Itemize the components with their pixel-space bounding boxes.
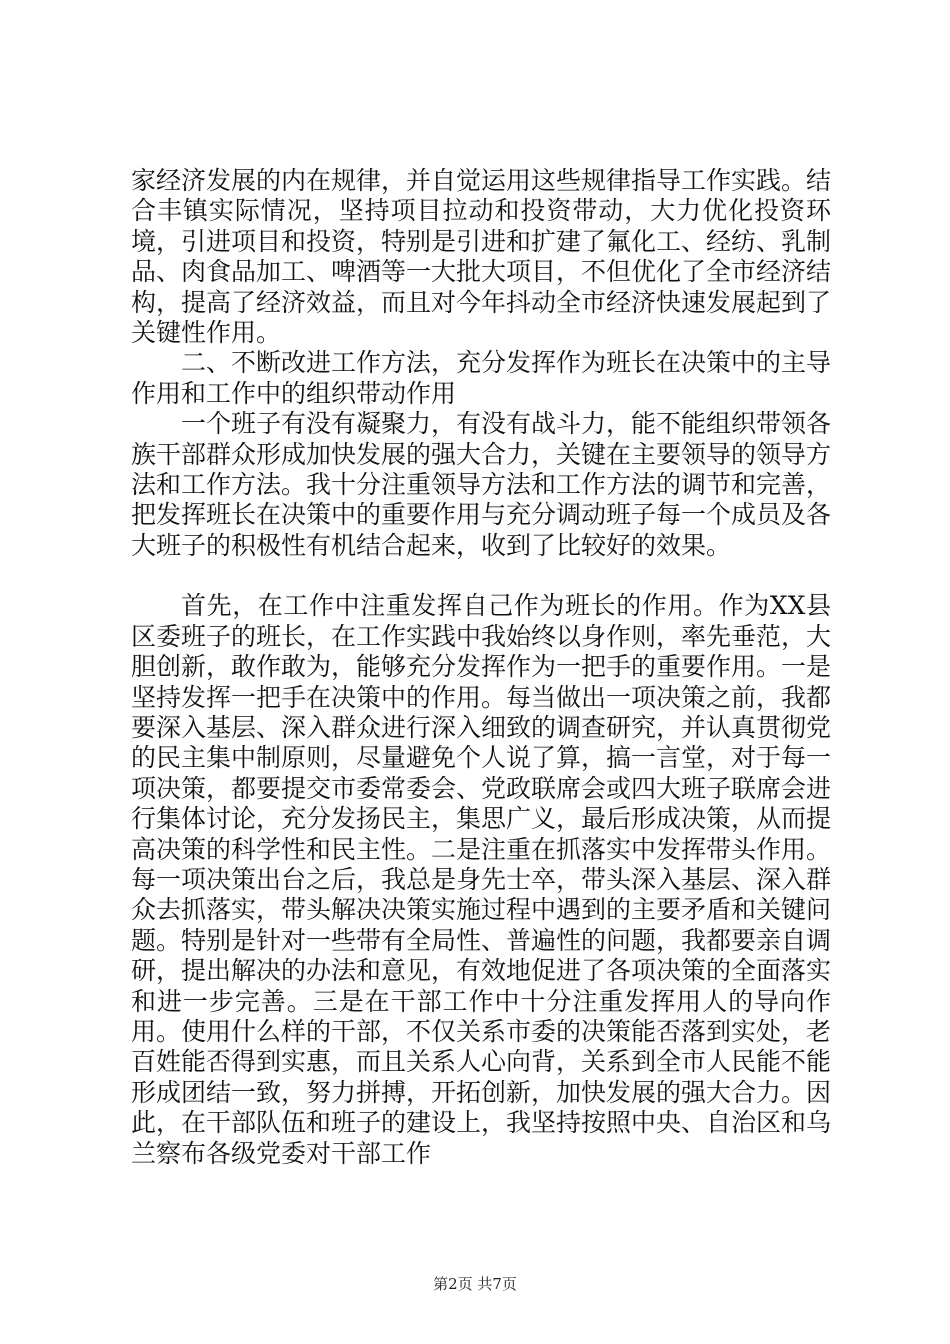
paragraph-leader-role: 首先，在工作中注重发挥自己作为班长的作用。作为XX县区委班子的班长，在工作实践中我始终以身作则，率先垂范，大胆创新，敢作敢为，能够充分发挥作为一把手的重要作用。一是坚持发挥一把手在决策中的作用。每当做出一项决策之前，我都要深入基层、深入群众进行深入细致的调查研究，并认真贯彻党的民主集中制原则，尽量避免个人说了算，搞一言堂，对于每一项决策，都要提交市委常委会、党政联席会或四大班子联席会进行集体讨论，充分发扬民主，集思广义，最后形成决策，从而提高决策的科学性和民主性。二是注重在抓落实中发挥带头作用。每一项决策出台之后，我总是身先士卒，带头深入基层、深入群众去抓落实，带头解决决策实施过程中遇到的主要矛盾和关键问题。特别是针对一些带有全局性、普遍性的问题，我都要亲自调研，提出解决的办法和意见，有效地促进了各项决策的全面落实和进一步完善。三是在干部工作中十分注重发挥用人的导向作用。使用什么样的干部，不仅关系市委的决策能否落到实处，老百姓能否得到实惠，而且关系人心向背，关系到全市人民能不能形成团结一致，努力拼搏，开拓创新，加快发展的强大合力。因此，在干部队伍和班子的建设上，我坚持按照中央、自治区和乌兰察布各级党委对干部工作 — [131, 591, 832, 1168]
section-heading: 二、不断改进工作方法，充分发挥作为班长在决策中的主导作用和工作中的组织带动作用 — [131, 348, 832, 408]
paragraph-team-cohesion: 一个班子有没有凝聚力，有没有战斗力，能不能组织带领各族干部群众形成加快发展的强大合力，关键在主要领导的领导方法和工作方法。我十分注重领导方法和工作方法的调节和完善，把发挥班长在决策中的重要作用与充分调动班子每一个成员及各大班子的积极性有机结合起来，收到了比较好的效果。 — [131, 409, 832, 560]
document-body — [131, 166, 831, 1169]
page-footer: 第2页 共7页 — [433, 1275, 517, 1293]
paragraph-continuation: 家经济发展的内在规律，并自觉运用这些规律指导工作实践。结合丰镇实际情况，坚持项目拉动和投资带动，大力优化投资环境，引进项目和投资，特别是引进和扩建了氟化工、经纺、乳制品、肉食品加工、啤酒等一大批大项目，不但优化了全市经济结构，提高了经济效益，而且对今年抖动全市经济快速发展起到了关键性作用。 — [131, 166, 832, 348]
